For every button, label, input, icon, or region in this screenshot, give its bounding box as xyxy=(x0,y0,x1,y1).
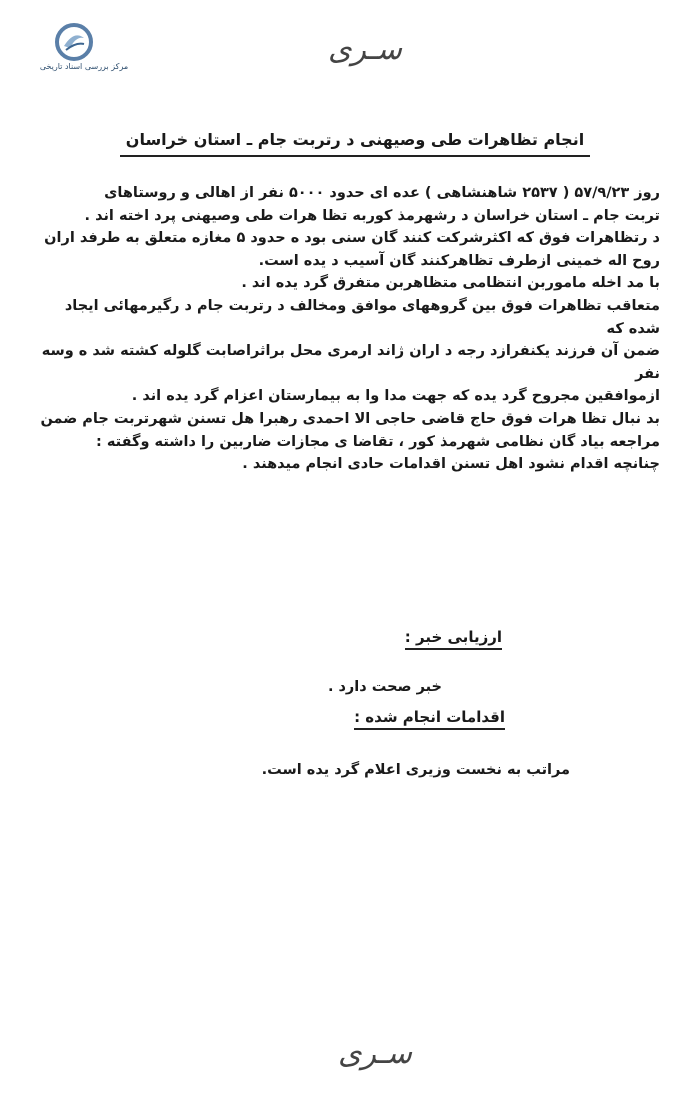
closing-note: مراتب به نخست وزیری اعلام گرد یده است. xyxy=(261,762,570,778)
body-line: بد نبال تظا هرات فوق حاج قاضی حاجی الا احمدی رهبرا هل تسنن شهرتربت جام ضمن xyxy=(40,410,660,427)
body-line: با مد اخله ماموربن انتظامی متظاهربن متفرق گرد یده اند . xyxy=(241,275,660,292)
body-line: متعاقب تظاهرات فوق بین گروههای موافق ومخالف د رتربت جام د رگیرمهائی ایجاد شده که xyxy=(64,297,660,337)
document-title: انجام تظاهرات طی وصیهنی د رتربت جام ـ استان خراسان xyxy=(120,130,590,157)
classification-stamp-bottom: سـرى xyxy=(338,1036,412,1071)
body-line: چنانچه اقدام نشود اهل تسنن اقدامات حادی انجام میدهند . xyxy=(242,456,660,473)
body-line: روز ۵۷/۹/۲۳ ( ۲۵۳۷ شاهنشاهی ) عده ای حدود ۵۰۰۰ نفر از اهالی و روستاهای xyxy=(104,185,660,201)
classification-stamp-top: سـرى xyxy=(328,32,402,67)
assessment-value: خبر صحت دارد . xyxy=(327,679,442,695)
logo-caption: مرکز بررسی اسناد تاریخی xyxy=(39,62,129,71)
archive-logo-icon xyxy=(54,22,94,62)
archive-logo xyxy=(24,22,134,78)
body-line: ضمن آن فرزند یکنفرازد رجه د اران ژاند ارمری محل براثراصابت گلوله کشته شد ه وسه نفر xyxy=(41,343,660,382)
body-line: روح اله خمینی ازطرف تظاهرکنند گان آسیب د یده است. xyxy=(258,252,660,269)
assessment-label: ارزیابی خبر : xyxy=(405,628,502,650)
body-line: ازموافقین مجروح گرد یده که جهت مدا وا به بیمارستان اعزام گرد یده اند . xyxy=(131,388,660,405)
document-body xyxy=(40,182,660,476)
actions-taken-label: اقدامات انجام شده : xyxy=(354,708,505,730)
body-line: د رتظاهرات فوق که اکثرشرکت کنند گان سنی بود ه حدود ۵ مغازه متعلق به طرفد اران xyxy=(44,230,660,247)
body-line: مراجعه بیاد گان نظامی شهرمذ کور ، تقاضا ی مجازات ضاربین را داشته وگفته : xyxy=(96,433,660,450)
body-line: تربت جام ـ استان خراسان د رشهرمذ کوربه تظا هرات طی وصیهنی پرد اخته اند . xyxy=(84,207,660,224)
